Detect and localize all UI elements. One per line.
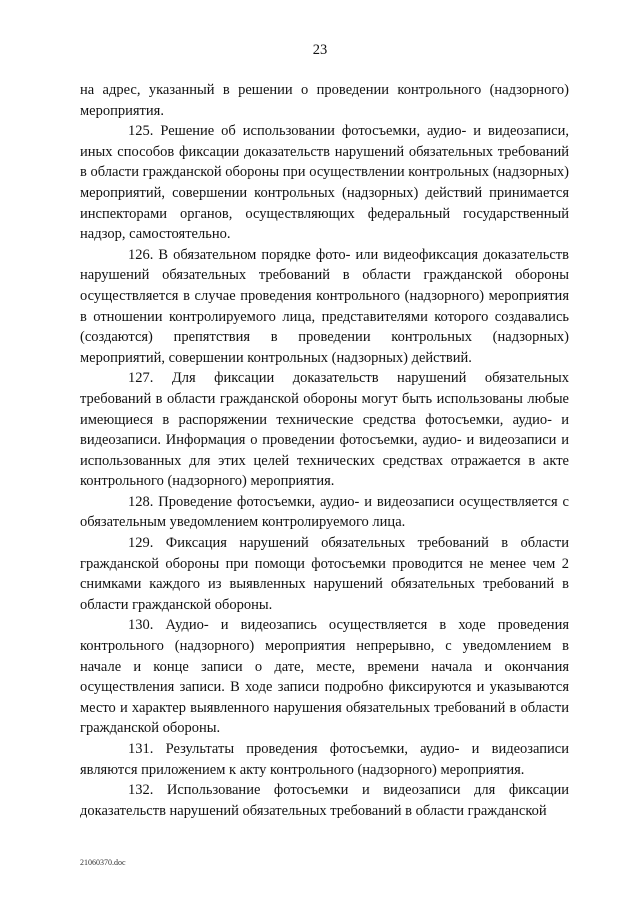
page-number: 23	[312, 42, 328, 58]
paragraph-128: 128. Проведение фотосъемки, аудио- и видеозаписи осуществляется с обязательным уведомлением контролируемого лица.	[80, 493, 569, 531]
paragraph-132: 132. Использование фотосъемки и видеозаписи для фиксации доказательств нарушений обязательных требований в области гражданской	[80, 782, 569, 819]
paragraph-129: 129. Фиксация нарушений обязательных требований в области гражданской обороны при помощи фотосъемки проводится не менее чем 2 снимками каждого из выявленных нарушений обязательных требований в области гражданской обороны.	[80, 535, 569, 613]
footer-filename: 21060370.doc	[80, 858, 126, 867]
paragraph-continuation: на адрес, указанный в решении о проведении контрольного (надзорного) мероприятия.	[80, 82, 569, 119]
paragraph-125: 125. Решение об использовании фотосъемки, аудио- и видеозаписи, иных способов фиксации доказательств нарушений обязательных требований в области гражданской обороны при осуществлении контрольных (надзорных) мероприятий, совершении контрольных (надзорных) действий принимается инспекторами органов, осуществляющих федеральный государственный надзор, самостоятельно.	[80, 123, 569, 243]
paragraph-130: 130. Аудио- и видеозапись осуществляется в ходе проведения контрольного (надзорного) мероприятия непрерывно, с уведомлением в начале и конце записи о дате, месте, времени начала и окончания осуществления записи. В ходе записи подробно фиксируются и указываются место и характер выявленного нарушения обязательных требований в области гражданской обороны.	[80, 617, 569, 737]
paragraph-131: 131. Результаты проведения фотосъемки, аудио- и видеозаписи являются приложением к акту контрольного (надзорного) мероприятия.	[80, 741, 569, 778]
body-text	[80, 80, 569, 821]
paragraph-127: 127. Для фиксации доказательств нарушений обязательных требований в области гражданской обороны могут быть использованы любые имеющиеся в распоряжении технические средства фотосъемки, аудио- и видеозаписи. Информация о проведении фотосъемки, аудио- и видеозаписи и использованных для этих целей технических средствах отражается в акте контрольного (надзорного) мероприятия.	[80, 370, 569, 490]
paragraph-126: 126. В обязательном порядке фото- или видеофиксация доказательств нарушений обязательных требований в области гражданской обороны осуществляется в случае проведения контрольного (надзорного) мероприятия в отношении контролируемого лица, представителями которого создавались (создаются) препятствия в проведении контрольных (надзорных) мероприятий, совершении контрольных (надзорных) действий.	[80, 246, 569, 366]
